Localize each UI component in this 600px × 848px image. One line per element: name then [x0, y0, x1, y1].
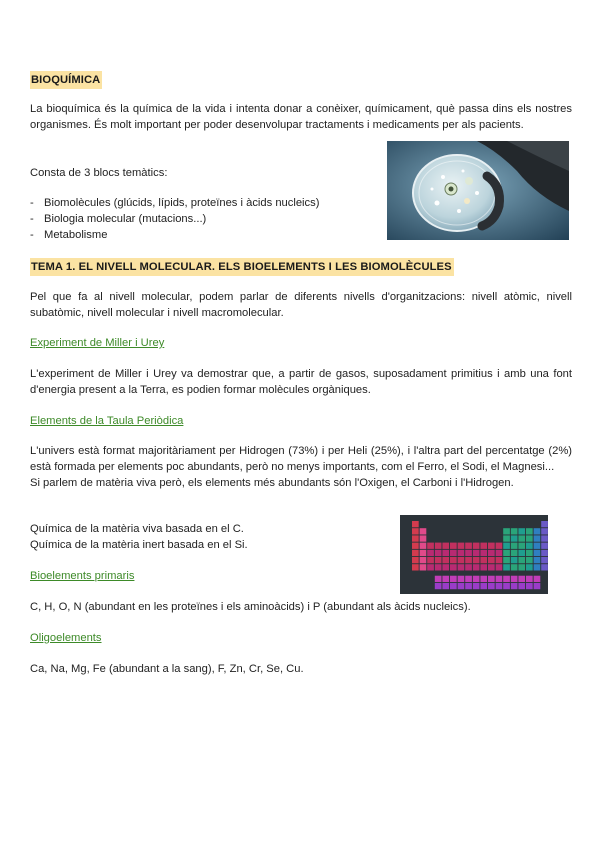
- list-item: - Metabolisme: [30, 229, 108, 241]
- element-cell: [458, 557, 465, 563]
- element-cell: [442, 557, 449, 563]
- blocks-list: [30, 195, 572, 243]
- bullet-mark: -: [30, 213, 34, 225]
- title-row: [30, 71, 572, 89]
- element-cell: [503, 557, 510, 563]
- theme-title-row: [30, 258, 572, 276]
- list-item: - Biologia molecular (mutacions...): [30, 213, 207, 225]
- theme-title: TEMA 1. EL NIVELL MOLECULAR. ELS BIOELEMENTS I LES BIOMOLÈCULES: [30, 258, 454, 276]
- periodic-heading[interactable]: Elements de la Taula Periòdica: [30, 415, 184, 427]
- miller-paragraph: L'experiment de Miller i Urey va demostrar que, a partir de gasos, suposadament primitius i amb una font d'energia present a la Terra, es podien formar molècules orgàniques.: [30, 368, 572, 396]
- element-cell: [518, 557, 525, 563]
- oligo-heading-row: [30, 630, 572, 646]
- list-item: - Biomolècules (glúcids, lípids, proteïnes i àcids nucleics): [30, 197, 320, 209]
- element-cell: [488, 557, 495, 563]
- element-cell: [526, 557, 533, 563]
- element-cell: [412, 557, 419, 563]
- miller-heading-row: [30, 335, 572, 351]
- element-cell: [427, 557, 434, 563]
- element-cell: [496, 557, 503, 563]
- page-title: BIOQUÍMICA: [30, 71, 102, 89]
- element-cell: [420, 557, 427, 563]
- element-cell: [465, 557, 472, 563]
- oligo-heading[interactable]: Oligoelements: [30, 632, 102, 644]
- miller-heading[interactable]: Experiment de Miller i Urey: [30, 337, 165, 349]
- bullet-mark: -: [30, 197, 34, 209]
- element-cell: [450, 557, 457, 563]
- element-cell: [534, 557, 541, 563]
- bullet-mark: -: [30, 229, 34, 241]
- molecular-paragraph: Pel que fa al nivell molecular, podem parlar de diferents nivells d'organitzacions: nivell atòmic, nivell subatòmic, nivell molecular i nivell macromolecular.: [30, 291, 572, 319]
- primary-paragraph: C, H, O, N (abundant en les proteïnes i els aminoàcids) i P (abundant als àcids nucleics).: [30, 601, 471, 613]
- chem-inert: Química de la matèria inert basada en el Si.: [30, 539, 248, 551]
- periodic-heading-row: [30, 413, 572, 429]
- primary-heading-row: [30, 568, 572, 584]
- blocks-intro: Consta de 3 blocs temàtics:: [30, 167, 168, 179]
- element-cell: [435, 557, 442, 563]
- intro-paragraph: La bioquímica és la química de la vida i intenta donar a conèixer, químicament, què passa dins els nostres organismes. És molt important per poder desenvolupar tractaments i medicaments per als pacients.: [30, 103, 572, 131]
- chem-living: Química de la matèria viva basada en el C.: [30, 523, 244, 535]
- chem-lines: [30, 521, 572, 553]
- element-cell: [473, 557, 480, 563]
- element-cell: [541, 557, 548, 563]
- oligo-paragraph: Ca, Na, Mg, Fe (abundant a la sang), F, Zn, Cr, Se, Cu.: [30, 663, 304, 675]
- element-cell: [480, 557, 487, 563]
- periodic-paragraph: L'univers està format majoritàriament per Hidrogen (73%) i per Heli (25%), i l'altra part del percentatge (2%) està formada per elements poc abundants, però no menys importants, com el Ferro, el Sodi, el Magnesi... Si parlem de matèria viva però, els elements més abundants són l'Oxigen, el Carboni i l'Hidrogen.: [30, 445, 572, 489]
- primary-heading[interactable]: Bioelements primaris: [30, 570, 135, 582]
- element-cell: [511, 557, 518, 563]
